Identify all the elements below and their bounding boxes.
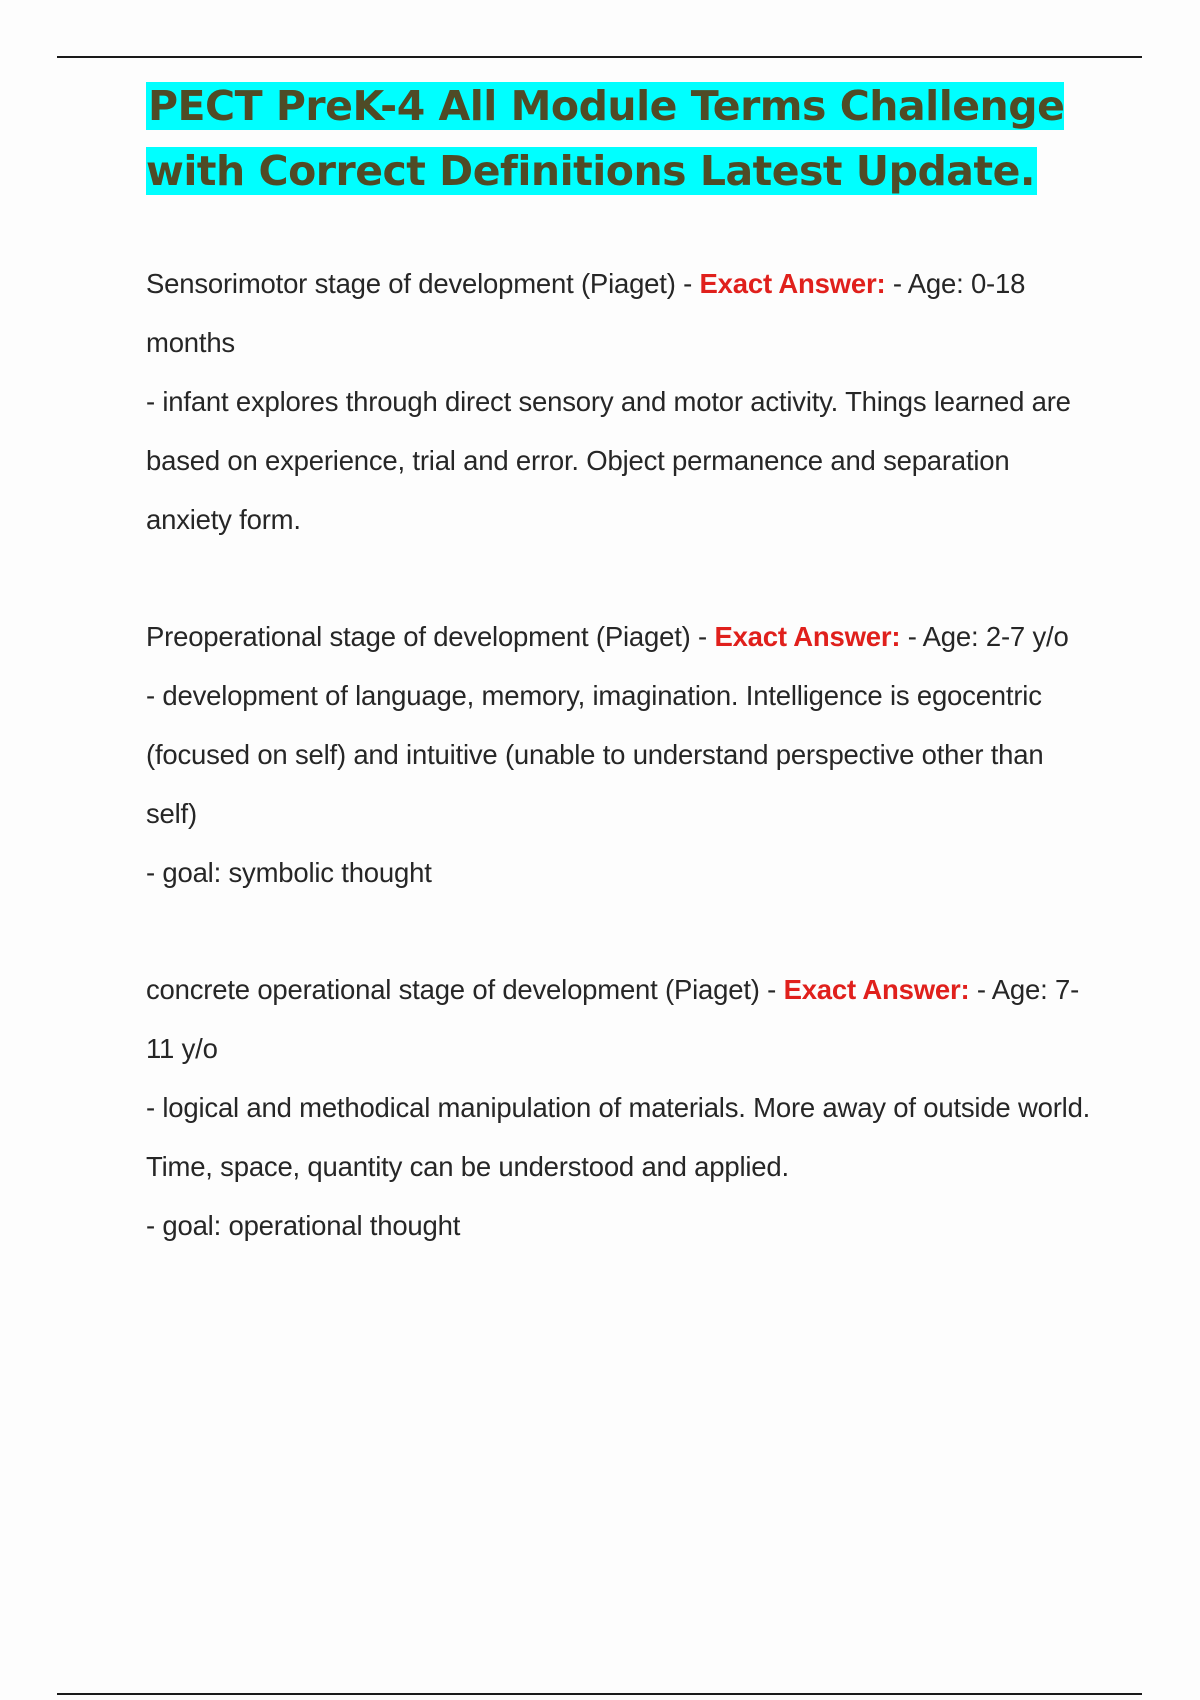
answer-age: - Age: 7-11 y/o (146, 974, 1080, 1064)
term-line (146, 607, 1096, 666)
term-entry-preoperational (146, 607, 1096, 902)
top-rule (57, 56, 1142, 58)
goal-line: - goal: symbolic thought (146, 857, 432, 888)
goal-line: - goal: operational thought (146, 1210, 461, 1241)
answer-label: Exact Answer: (714, 621, 901, 652)
term-name: Preoperational stage of development (Piaget) - (146, 621, 715, 652)
title-highlight: PECT PreK-4 All Module Terms Challenge with Correct Definitions Latest Update. (146, 82, 1065, 195)
definition-line: - development of language, memory, imagination. Intelligence is egocentric (focused on self) and intuitive (unable to understand perspective other than self) (146, 680, 1044, 829)
document-title (146, 74, 1096, 204)
definition-line: - logical and methodical manipulation of materials. More away of outside world. Time, space, quantity can be understood and applied. (146, 1092, 1091, 1182)
answer-age: - Age: 0-18 months (146, 268, 1026, 358)
term-line (146, 254, 1096, 372)
term-list (146, 254, 1096, 1255)
bottom-rule (57, 1693, 1142, 1695)
term-line (146, 960, 1096, 1078)
answer-label: Exact Answer: (699, 268, 886, 299)
term-name: concrete operational stage of development (Piaget) - (146, 974, 784, 1005)
document-body (146, 74, 1096, 1313)
definition-line: - infant explores through direct sensory and motor activity. Things learned are based on experience, trial and error. Object permanence and separation anxiety form. (146, 386, 1071, 535)
term-entry-concrete-operational (146, 960, 1096, 1255)
term-entry-sensorimotor (146, 254, 1096, 549)
term-name: Sensorimotor stage of development (Piaget) - (146, 268, 700, 299)
answer-age: - Age: 2-7 y/o (900, 621, 1069, 652)
answer-label: Exact Answer: (783, 974, 970, 1005)
